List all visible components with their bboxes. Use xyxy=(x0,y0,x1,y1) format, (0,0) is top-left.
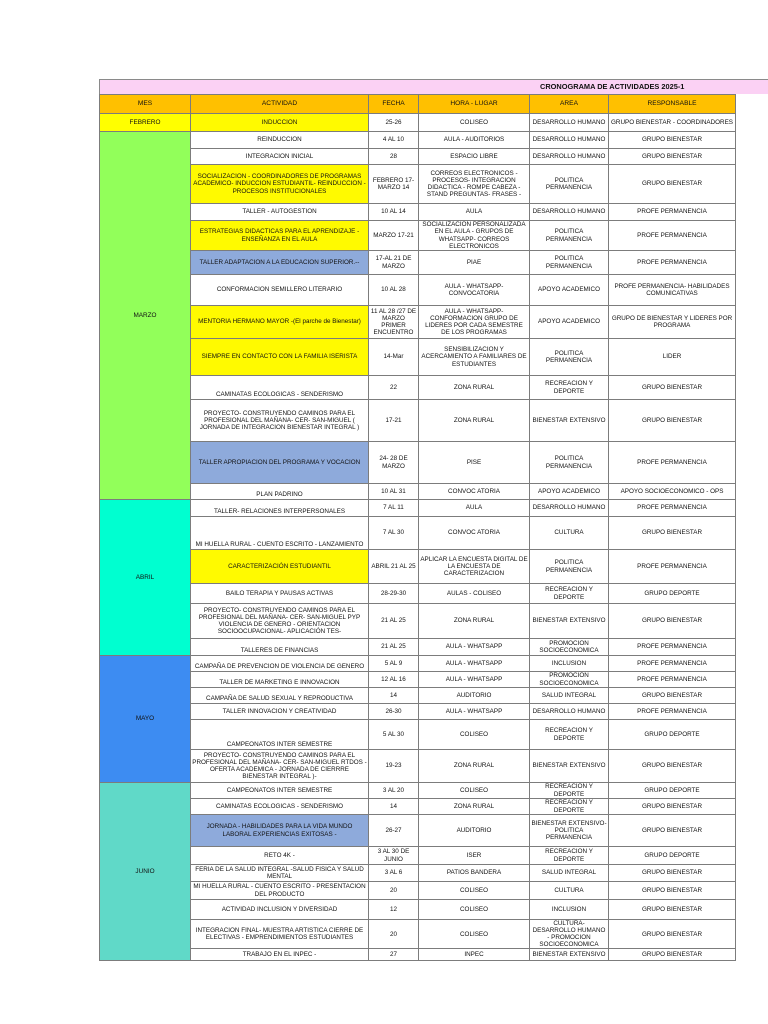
cell-hora-lugar: ZONA RURAL xyxy=(419,604,530,639)
cell-actividad: FERIA DE LA SALUD INTEGRAL -SALUD FISICA Y SALUD MENTAL xyxy=(191,865,369,882)
table-row xyxy=(100,165,736,204)
cell-area: RECREACION Y DEPORTE xyxy=(530,720,609,750)
cell-actividad: CAMINATAS ECOLOGICAS - SENDERISMO xyxy=(191,376,369,400)
cell-hora-lugar: SOCIALIZACION PERSONALIZADA EN EL AULA - GRUPOS DE WHATSAPP- CORREOS ELECTRONICOS xyxy=(419,221,530,251)
cell-hora-lugar: ZONA RURAL xyxy=(419,376,530,400)
cell-responsable: PROFE PERMANENCIA xyxy=(609,550,736,584)
cell-hora-lugar: AULA - WHATSAPP xyxy=(419,639,530,656)
cell-actividad: BAILO TERAPIA Y PAUSAS ACTIVAS xyxy=(191,584,369,604)
cell-hora-lugar: COLISEO xyxy=(419,900,530,920)
table-row xyxy=(100,339,736,376)
cell-fecha: 17-AL 21 DE MARZO xyxy=(369,251,419,275)
cell-responsable: GRUPO BIENESTAR xyxy=(609,815,736,847)
table-row xyxy=(100,783,736,799)
cell-responsable: PROFE PERMANENCIA xyxy=(609,442,736,484)
cell-actividad: PROYECTO- CONSTRUYENDO CAMINOS PARA EL PROFESIONAL DEL MAÑANA- CER- SAN-MIGUEL ( JORNADA DE INTEGRACION BIENESTAR INTEGRAL ) xyxy=(191,400,369,442)
header-mes: MES xyxy=(100,95,191,114)
cell-fecha: 10 AL 28 xyxy=(369,275,419,306)
cell-hora-lugar: CONVOC ATORIA xyxy=(419,484,530,500)
table-row xyxy=(100,500,736,517)
cell-responsable: PROFE PERMANENCIA xyxy=(609,672,736,688)
cell-fecha: 27 xyxy=(369,949,419,961)
table-row xyxy=(100,720,736,750)
cell-area: DESARROLLO HUMANO xyxy=(530,704,609,720)
month-cell-febrero: FEBRERO xyxy=(100,114,191,132)
cell-responsable: PROFE PERMANENCIA xyxy=(609,639,736,656)
cell-fecha: 20 xyxy=(369,920,419,949)
cell-responsable: APOYO SOCIOECONOMICO - OPS xyxy=(609,484,736,500)
cell-area: BIENESTAR EXTENSIVO xyxy=(530,750,609,783)
table-row xyxy=(100,882,736,900)
month-cell-marzo: MARZO xyxy=(100,132,191,500)
cell-hora-lugar: INPEC xyxy=(419,949,530,961)
cell-actividad: MI HUELLA RURAL - CUENTO ESCRITO - PRESENTACION DEL PRODUCTO xyxy=(191,882,369,900)
table-row xyxy=(100,656,736,672)
cell-hora-lugar: COLISEO xyxy=(419,920,530,949)
cell-hora-lugar: COLISEO xyxy=(419,783,530,799)
cell-hora-lugar: COLISEO xyxy=(419,114,530,132)
table-row xyxy=(100,517,736,550)
cell-responsable: GRUPO BIENESTAR xyxy=(609,604,736,639)
cell-fecha: 12 AL 16 xyxy=(369,672,419,688)
cell-fecha: 7 AL 30 xyxy=(369,517,419,550)
cell-actividad: ESTRATEGIAS DIDACTICAS PARA EL APRENDIZAJE - ENSEÑANZA EN EL AULA xyxy=(191,221,369,251)
table-row xyxy=(100,306,736,339)
cell-area: APOYO ACADEMICO xyxy=(530,484,609,500)
cell-actividad: TALLER- RELACIONES INTERPERSONALES xyxy=(191,500,369,517)
cell-area: POLITICA PERMANENCIA xyxy=(530,165,609,204)
cell-responsable: GRUPO BIENESTAR xyxy=(609,949,736,961)
cell-area: CULTURA xyxy=(530,517,609,550)
table-row xyxy=(100,688,736,704)
cell-responsable: PROFE PERMANENCIA xyxy=(609,704,736,720)
cell-hora-lugar: AUDITORIO xyxy=(419,815,530,847)
cell-fecha: 26-27 xyxy=(369,815,419,847)
cell-area: BIENESTAR EXTENSIVO xyxy=(530,604,609,639)
cell-responsable: GRUPO BIENESTAR xyxy=(609,900,736,920)
table-row xyxy=(100,221,736,251)
cell-hora-lugar: ZONA RURAL xyxy=(419,400,530,442)
cell-responsable: GRUPO DEPORTE xyxy=(609,584,736,604)
table-row xyxy=(100,865,736,882)
cell-actividad: PROYECTO- CONSTRUYENDO CAMINOS PARA EL PROFESIONAL DEL MAÑANA- CER- SAN-MIGUEL PYP VIOLENCIA DE GENERO - ORIENTACION SOCIOOCUPACIONAL- APLICACIÓN TES- xyxy=(191,604,369,639)
cell-fecha: 10 AL 14 xyxy=(369,204,419,221)
table-row xyxy=(100,114,736,132)
table-row xyxy=(100,815,736,847)
cell-fecha: 3 AL 6 xyxy=(369,865,419,882)
cell-fecha: 5 AL 30 xyxy=(369,720,419,750)
cell-actividad: CARACTERIZACIÓN ESTUDIANTIL xyxy=(191,550,369,584)
cell-actividad: PROYECTO- CONSTRUYENDO CAMINOS PARA EL PROFESIONAL DEL MAÑANA- CER- SAN-MIGUEL RTDOS - OFERTA ACADEMICA - JORNADA DE CIERRRE BIENESTAR INTEGRAL )- xyxy=(191,750,369,783)
cell-area: RECREACION Y DEPORTE xyxy=(530,376,609,400)
cell-fecha: 21 AL 25 xyxy=(369,639,419,656)
cell-fecha: 17-21 xyxy=(369,400,419,442)
cell-area: CULTURA xyxy=(530,882,609,900)
cell-responsable: GRUPO DE BIENESTAR Y LIDERES POR PROGRAMA xyxy=(609,306,736,339)
cell-fecha: 28 xyxy=(369,149,419,165)
cell-area: RECREACION Y DEPORTE xyxy=(530,783,609,799)
cell-fecha: ABRIL 21 AL 25 xyxy=(369,550,419,584)
cell-responsable: PROFE PERMANENCIA xyxy=(609,204,736,221)
cell-actividad: CAMINATAS ECOLOGICAS - SENDERISMO xyxy=(191,799,369,815)
table-row xyxy=(100,639,736,656)
cell-area: DESARROLLO HUMANO xyxy=(530,114,609,132)
month-cell-junio: JUNIO xyxy=(100,783,191,961)
cell-fecha: 26-30 xyxy=(369,704,419,720)
cell-hora-lugar: AULA - WHATSAPP- CONFORMACION GRUPO DE LIDERES POR CADA SEMESTRE DE LOS PROGRAMAS xyxy=(419,306,530,339)
table-row xyxy=(100,376,736,400)
cell-actividad: ACTIVIDAD INCLUSION Y DIVERSIDAD xyxy=(191,900,369,920)
cell-fecha: 4 AL 10 xyxy=(369,132,419,149)
cell-fecha: 7 AL 11 xyxy=(369,500,419,517)
table-row xyxy=(100,750,736,783)
cell-actividad: INTEGRACION FINAL- MUESTRA ARTISTICA CIERRE DE ELECTIVAS - EMPRENDIMIENTOS ESTUDIANTES xyxy=(191,920,369,949)
cell-hora-lugar: PISE xyxy=(419,442,530,484)
cell-area: POLITICA PERMANENCIA xyxy=(530,221,609,251)
cell-actividad: CAMPEONATOS INTER SEMESTRE xyxy=(191,783,369,799)
header-row xyxy=(100,95,736,114)
month-cell-abril: ABRIL xyxy=(100,500,191,656)
cell-actividad: TALLER INNOVACION Y CREATIVIDAD xyxy=(191,704,369,720)
schedule-body xyxy=(100,95,736,961)
cell-actividad: MENTORIA HERMANO MAYOR -(El parche de Bienestar) xyxy=(191,306,369,339)
table-row xyxy=(100,847,736,865)
header-hora-lugar: HORA - LUGAR xyxy=(419,95,530,114)
cell-area: INCLUSION xyxy=(530,656,609,672)
cell-hora-lugar: APLICAR LA ENCUESTA DIGITAL DE LA ENCUESTA DE CARACTERIZACION xyxy=(419,550,530,584)
cell-area: DESARROLLO HUMANO xyxy=(530,204,609,221)
cell-responsable: PROFE PERMANENCIA xyxy=(609,656,736,672)
cell-hora-lugar: PATIOS BANDERA xyxy=(419,865,530,882)
cell-fecha: 21 AL 25 xyxy=(369,604,419,639)
cell-area: POLITICA PERMANENCIA xyxy=(530,442,609,484)
cell-actividad: TALLER APROPIACION DEL PROGRAMA Y VOCACION xyxy=(191,442,369,484)
cell-actividad: JORNADA - HABILIDADES PARA LA VIDA MUNDO LABORAL EXPERIENCIAS EXITOSAS - xyxy=(191,815,369,847)
cell-area: DESARROLLO HUMANO xyxy=(530,132,609,149)
cell-hora-lugar: CONVOC ATORIA xyxy=(419,517,530,550)
cell-area: RECREACION Y DEPORTE xyxy=(530,799,609,815)
cell-area: APOYO ACADEMICO xyxy=(530,275,609,306)
cell-area: PROMOCION SOCIOECONOMICA xyxy=(530,672,609,688)
cell-actividad: CAMPAÑA DE SALUD SEXUAL Y REPRODUCTIVA xyxy=(191,688,369,704)
cell-actividad: INDUCCION xyxy=(191,114,369,132)
cell-actividad: CONFORMACION SEMILLERO LITERARIO xyxy=(191,275,369,306)
cell-fecha: 5 AL 9 xyxy=(369,656,419,672)
cell-area: DESARROLLO HUMANO xyxy=(530,500,609,517)
cell-responsable: GRUPO BIENESTAR xyxy=(609,400,736,442)
table-row xyxy=(100,275,736,306)
cell-responsable: GRUPO DEPORTE xyxy=(609,847,736,865)
table-row xyxy=(100,949,736,961)
cell-hora-lugar: ZONA RURAL xyxy=(419,799,530,815)
cell-hora-lugar: AULAS - COLISEO xyxy=(419,584,530,604)
cell-responsable: GRUPO DEPORTE xyxy=(609,783,736,799)
cell-fecha: 11 AL 28 /27 DE MARZO PRIMER ENCUENTRO xyxy=(369,306,419,339)
cell-area: BIENESTAR EXTENSIVO xyxy=(530,949,609,961)
cell-actividad: MI HUELLA RURAL - CUENTO ESCRITO - LANZAMIENTO xyxy=(191,517,369,550)
cell-responsable: GRUPO BIENESTAR xyxy=(609,517,736,550)
cell-responsable: GRUPO BIENESTAR xyxy=(609,165,736,204)
cell-hora-lugar: AULA - AUDITORIOS xyxy=(419,132,530,149)
cell-area: POLITICA PERMANENCIA xyxy=(530,550,609,584)
cell-responsable: GRUPO BIENESTAR xyxy=(609,688,736,704)
cell-hora-lugar: AULA xyxy=(419,500,530,517)
cell-actividad: REINDUCCION xyxy=(191,132,369,149)
cell-hora-lugar: AULA - WHATSAPP xyxy=(419,656,530,672)
cell-hora-lugar: AULA - WHATSAPP xyxy=(419,704,530,720)
table-row xyxy=(100,251,736,275)
cell-responsable: GRUPO BIENESTAR xyxy=(609,865,736,882)
cell-fecha: 25-26 xyxy=(369,114,419,132)
cell-area: BIENESTAR EXTENSIVO xyxy=(530,400,609,442)
cell-hora-lugar: COLISEO xyxy=(419,720,530,750)
table-row xyxy=(100,442,736,484)
cell-responsable: PROFE PERMANENCIA xyxy=(609,500,736,517)
table-row xyxy=(100,900,736,920)
table-row xyxy=(100,149,736,165)
cell-fecha: 12 xyxy=(369,900,419,920)
table-row xyxy=(100,799,736,815)
cell-hora-lugar: ZONA RURAL xyxy=(419,750,530,783)
cell-area: RECREACION Y DEPORTE xyxy=(530,584,609,604)
cell-hora-lugar: ISER xyxy=(419,847,530,865)
header-responsable: RESPONSABLE xyxy=(609,95,736,114)
header-actividad: ACTIVIDAD xyxy=(191,95,369,114)
table-row xyxy=(100,204,736,221)
cell-hora-lugar: ESPACIO LIBRE xyxy=(419,149,530,165)
cell-area: PROMOCION SOCIOECONOMICA xyxy=(530,639,609,656)
cell-fecha: 20 xyxy=(369,882,419,900)
cell-actividad: PLAN PADRINO xyxy=(191,484,369,500)
cell-responsable: GRUPO BIENESTAR xyxy=(609,149,736,165)
cell-responsable: GRUPO BIENESTAR - COORDINADORES xyxy=(609,114,736,132)
cell-actividad: CAMPEONATOS INTER SEMESTRE xyxy=(191,720,369,750)
cell-responsable: PROFE PERMANENCIA- HABILIDADES COMUNICATIVAS xyxy=(609,275,736,306)
cell-hora-lugar: CORREOS ELECTRONICOS - PROCESOS- INTEGRACION DIDACTICA - ROMPE CABEZA - STAND PREGUNTAS- FRASES - xyxy=(419,165,530,204)
cell-fecha: 19-23 xyxy=(369,750,419,783)
table-row xyxy=(100,704,736,720)
cell-area: POLITICA PERMANENCIA xyxy=(530,339,609,376)
cell-hora-lugar: AUDITORIO xyxy=(419,688,530,704)
cell-fecha: 3 AL 20 xyxy=(369,783,419,799)
cell-responsable: GRUPO BIENESTAR xyxy=(609,750,736,783)
cell-fecha: 14-Mar xyxy=(369,339,419,376)
cell-hora-lugar: AULA xyxy=(419,204,530,221)
cell-responsable: PROFE PERMANENCIA xyxy=(609,251,736,275)
cell-actividad: TALLER - AUTOGESTION xyxy=(191,204,369,221)
cell-area: RECREACION Y DEPORTE xyxy=(530,847,609,865)
cell-hora-lugar: AULA - WHATSAPP xyxy=(419,672,530,688)
cell-area: SALUD INTEGRAL xyxy=(530,688,609,704)
cell-responsable: GRUPO BIENESTAR xyxy=(609,799,736,815)
table-row xyxy=(100,584,736,604)
cell-fecha: 14 xyxy=(369,688,419,704)
cell-hora-lugar: PIAE xyxy=(419,251,530,275)
cell-fecha: 24- 28 DE MARZO xyxy=(369,442,419,484)
cell-responsable: GRUPO BIENESTAR xyxy=(609,882,736,900)
cell-actividad: SIEMPRE EN CONTACTO CON LA FAMILIA ISERISTA xyxy=(191,339,369,376)
cell-hora-lugar: AULA - WHATSAPP- CONVOCATORIA xyxy=(419,275,530,306)
sheet-title: CRONOGRAMA DE ACTIVIDADES 2025-1 xyxy=(540,82,685,91)
table-row xyxy=(100,920,736,949)
month-cell-mayo: MAYO xyxy=(100,656,191,783)
cell-fecha: 3 AL 30 DE JUNIO xyxy=(369,847,419,865)
cell-area: SALUD INTEGRAL xyxy=(530,865,609,882)
table-row xyxy=(100,604,736,639)
cell-responsable: GRUPO BIENESTAR xyxy=(609,132,736,149)
cell-fecha: MARZO 17-21 xyxy=(369,221,419,251)
table-row xyxy=(100,672,736,688)
cell-actividad: TALLER DE MARKETING E INNOVACION xyxy=(191,672,369,688)
cell-responsable: PROFE PERMANENCIA xyxy=(609,221,736,251)
cell-actividad: INTEGRACION INICIAL xyxy=(191,149,369,165)
table-row xyxy=(100,400,736,442)
cell-responsable: GRUPO BIENESTAR xyxy=(609,920,736,949)
header-area: AREA xyxy=(530,95,609,114)
cell-actividad: TRABAJO EN EL INPEC - xyxy=(191,949,369,961)
cell-area: APOYO ACADEMICO xyxy=(530,306,609,339)
cell-fecha: 28-29-30 xyxy=(369,584,419,604)
cell-fecha: 22 xyxy=(369,376,419,400)
cell-fecha: FEBRERO 17- MARZO 14 xyxy=(369,165,419,204)
cell-area: INCLUSION xyxy=(530,900,609,920)
header-fecha: FECHA xyxy=(369,95,419,114)
cell-actividad: TALLERES DE FINANCIAS xyxy=(191,639,369,656)
table-row xyxy=(100,132,736,149)
table-row xyxy=(100,550,736,584)
cell-actividad: CAMPAÑA DE PREVENCION DE VIOLENCIA DE GENERO xyxy=(191,656,369,672)
cell-hora-lugar: SENSIBILIZACION Y ACERCAMIENTO A FAMILIARES DE ESTUDIANTES xyxy=(419,339,530,376)
cell-area: BIENESTAR EXTENSIVO- POLITICA PERMANENCIA xyxy=(530,815,609,847)
cell-responsable: LIDER xyxy=(609,339,736,376)
cell-actividad: RETO 4K - xyxy=(191,847,369,865)
table-row xyxy=(100,484,736,500)
cell-area: CULTURA- DESARROLLO HUMANO - PROMOCION SOCIOECONOMICA xyxy=(530,920,609,949)
cell-actividad: TALLER ADAPTACION A LA EDUCACION SUPERIOR.-- xyxy=(191,251,369,275)
cell-responsable: GRUPO BIENESTAR xyxy=(609,376,736,400)
cell-hora-lugar: COLISEO xyxy=(419,882,530,900)
schedule-table xyxy=(99,94,736,961)
cell-responsable: GRUPO DEPORTE xyxy=(609,720,736,750)
cell-fecha: 10 AL 31 xyxy=(369,484,419,500)
cell-actividad: SOCIALIZACION - COORDINADORES DE PROGRAMAS ACADEMICO- INDUCCION ESTUDIANTIL- REINDUCCION - PROCESOS INSTITUCIONALES xyxy=(191,165,369,204)
cell-area: DESARROLLO HUMANO xyxy=(530,149,609,165)
cell-fecha: 14 xyxy=(369,799,419,815)
cell-area: POLITICA PERMANENCIA xyxy=(530,251,609,275)
